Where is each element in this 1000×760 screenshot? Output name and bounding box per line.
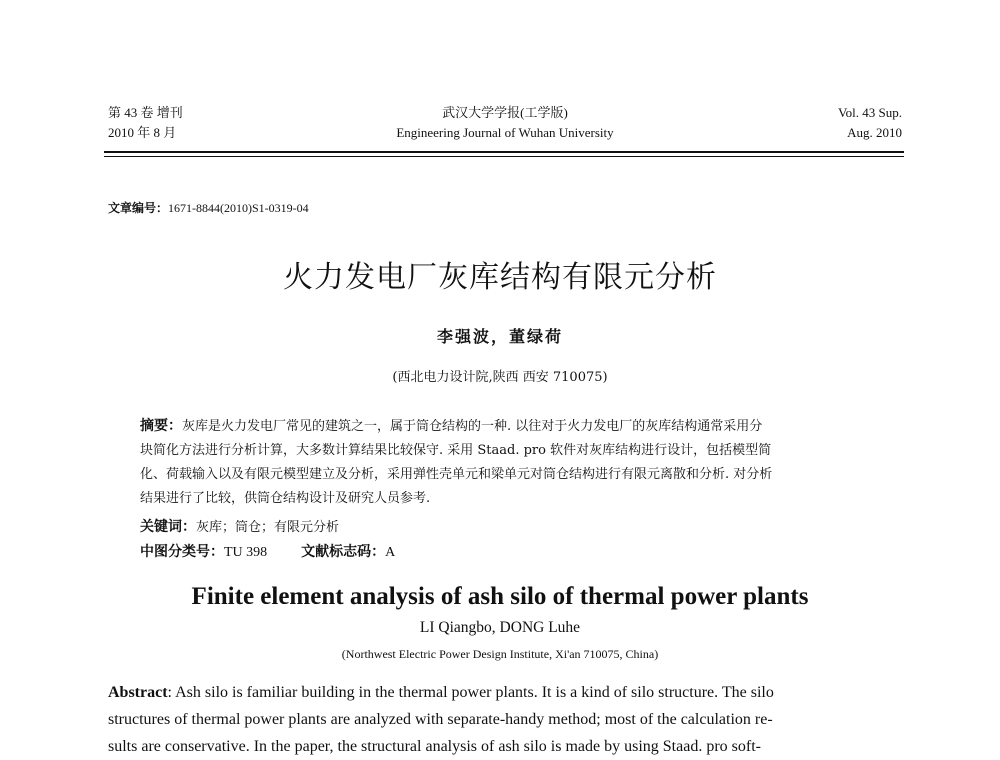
paper-title-en: Finite element analysis of ash silo of thermal power plants <box>191 583 809 610</box>
keywords-label: 关键词： <box>140 519 196 535</box>
article-number-value: 1671-8844(2010)S1-0319-04 <box>168 201 309 215</box>
abstract-cn-line: 块简化方法进行分析计算，大多数计算结果比较保守. 采用 Staad. pro 软件对灰库结构进行设计，包括模型简 <box>140 443 772 458</box>
abstract-en-line: sults are conservative. In the paper, the structural analysis of ash silo is made by using Staad. pro soft- <box>108 738 761 755</box>
header-volume: 第 43 卷 增刊 <box>108 105 183 120</box>
affiliation-cn: (西北电力设计院,陕西 西安 710075) <box>392 370 608 385</box>
keywords <box>140 516 339 539</box>
header-date-en: Aug. 2010 <box>847 125 902 140</box>
document-code-label: 文献标志码： <box>301 544 386 560</box>
abstract-cn-label: 摘要： <box>140 418 182 434</box>
classification-label: 中图分类号： <box>140 544 224 560</box>
article-number-label: 文章编号： <box>108 201 169 215</box>
classification <box>140 541 395 564</box>
header-rule-thin <box>104 156 904 157</box>
classification-value: TU 398 <box>224 545 268 560</box>
abstract-cn-line: 化、荷载输入以及有限元模型建立及分析，采用弹性壳单元和梁单元对筒仓结构进行有限元离散和分析. 对分析 <box>140 467 773 482</box>
header-volume-info-en <box>838 103 902 143</box>
abstract-en-line: structures of thermal power plants are analyzed with separate-handy method; most of the calculation re- <box>108 711 773 728</box>
paper-title-cn: 火力发电厂灰库结构有限元分析 <box>283 260 717 295</box>
affiliation-en: (Northwest Electric Power Design Institute, Xi'an 710075, China) <box>341 647 659 661</box>
header-journal-cn: 武汉大学学报(工学版) <box>442 105 568 120</box>
document-code-value: A <box>385 545 396 560</box>
authors-en: LI Qiangbo, DONG Luhe <box>419 619 581 636</box>
article-number <box>108 199 309 216</box>
journal-header <box>108 103 902 145</box>
abstract-en-label: Abstract <box>108 684 168 701</box>
abstract-cn-line: 结果进行了比较，供筒仓结构设计及研究人员参考. <box>140 491 431 506</box>
abstract-cn-line: 摘要：灰库是火力发电厂常见的建筑之一，属于筒仓结构的一种. 以往对于火力发电厂的灰库结构通常采用分 <box>140 418 763 434</box>
header-date-cn: 2010 年 8 月 <box>108 125 177 140</box>
header-journal-name <box>108 103 902 143</box>
abstract-en-line: Abstract: Ash silo is familiar building in the thermal power plants. It is a kind of silo structure. The silo <box>108 684 774 701</box>
abstract-cn <box>140 414 872 511</box>
header-rule-thick <box>104 151 904 153</box>
authors-cn: 李强波，董绿荷 <box>436 327 563 346</box>
keywords-value: 灰库；筒仓；有限元分析 <box>196 520 340 535</box>
header-journal-en: Engineering Journal of Wuhan University <box>396 125 614 140</box>
abstract-en <box>108 679 898 760</box>
header-volume-en: Vol. 43 Sup. <box>837 105 902 120</box>
